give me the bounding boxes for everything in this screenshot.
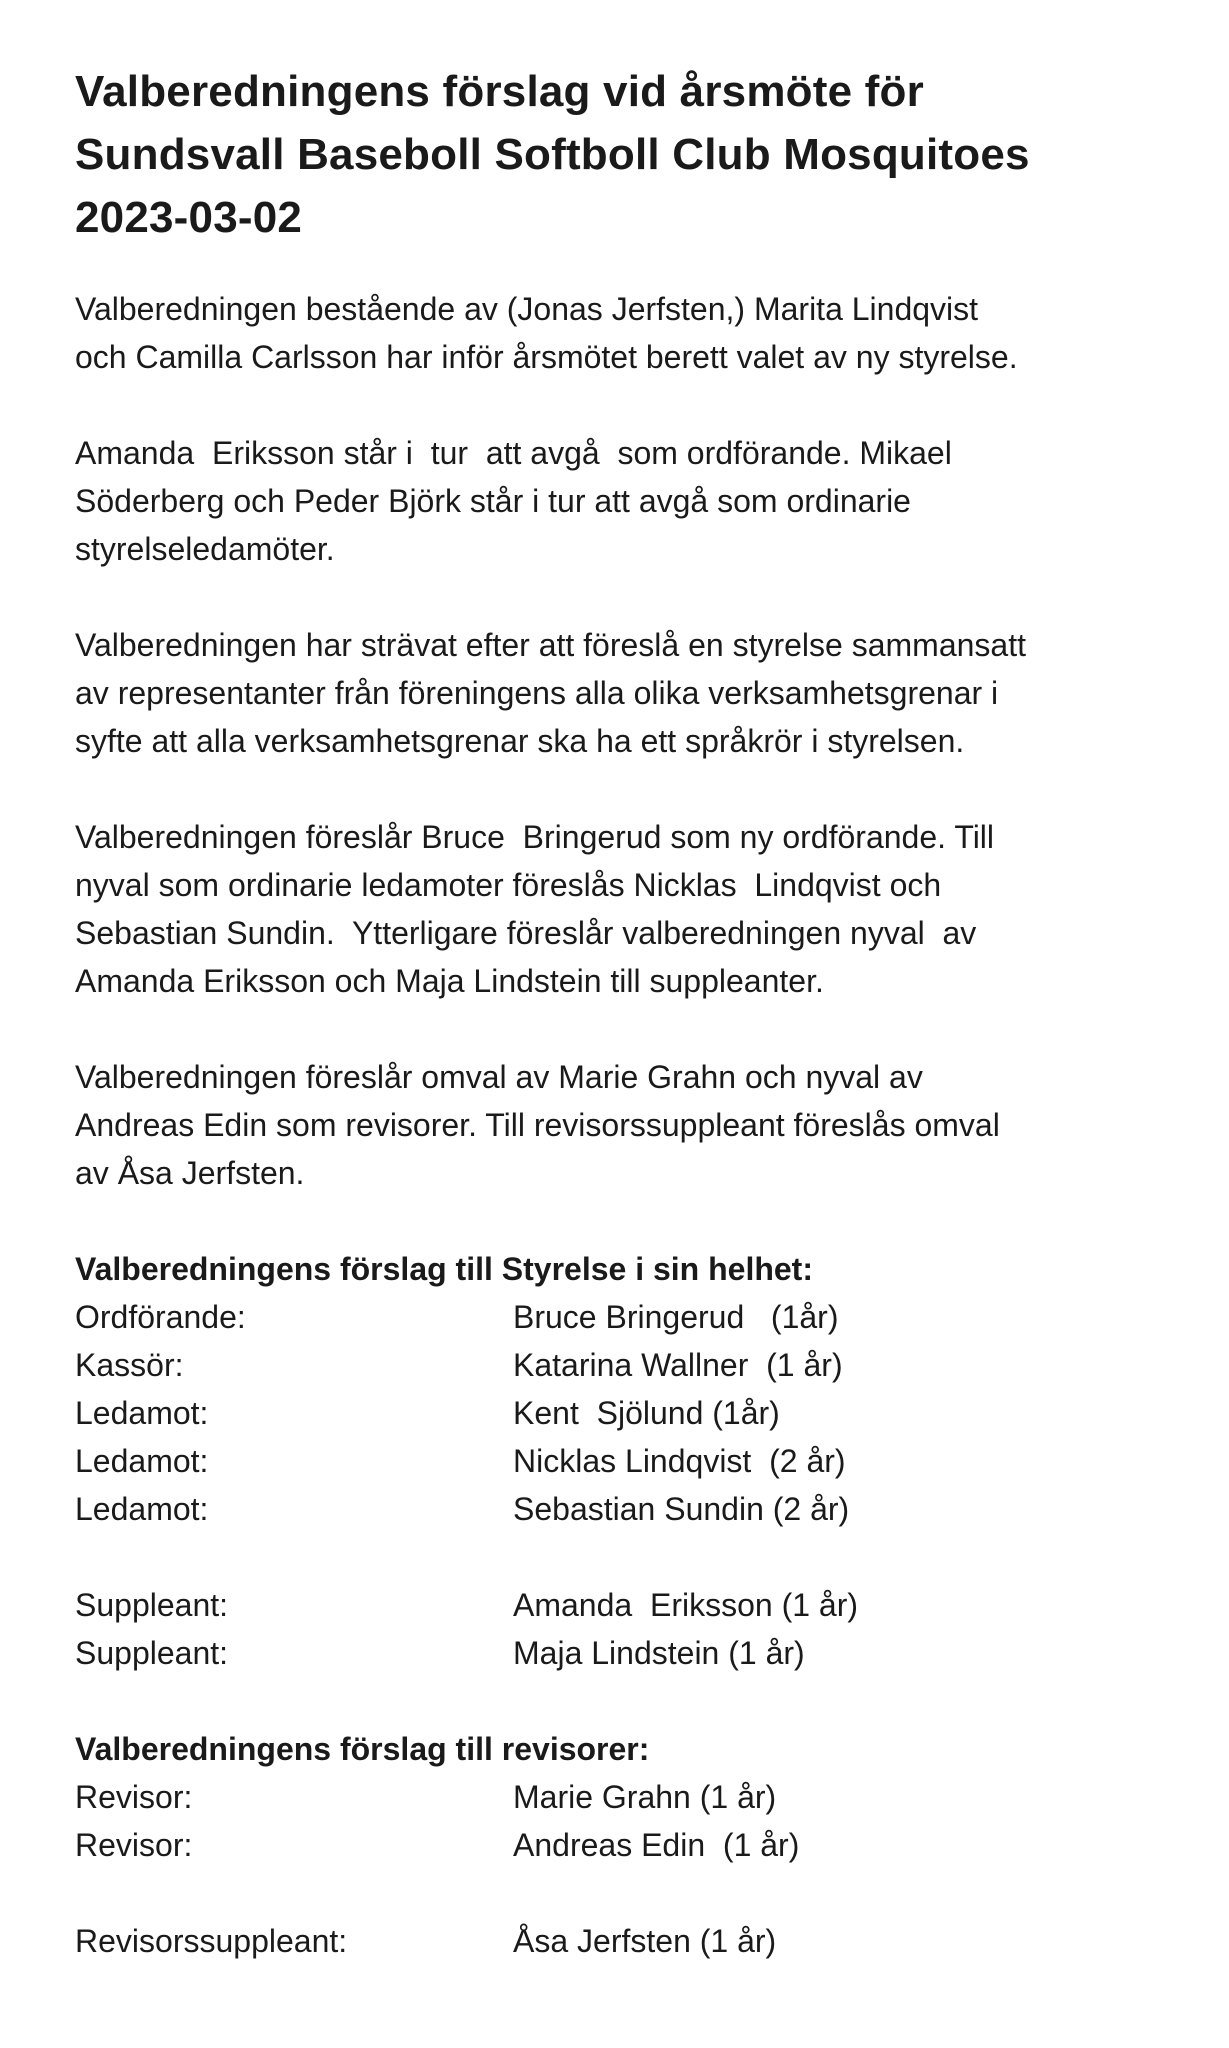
person-name: Kent Sjölund (1år) [513,1395,780,1431]
person-name: Katarina Wallner (1 år) [513,1347,843,1383]
role-label: Ledamot: [75,1443,209,1479]
paragraph-line: Sebastian Sundin. Ytterligare föreslår valberedningen nyval av [75,915,977,951]
role-label: Revisorssuppleant: [75,1923,348,1959]
paragraph-line: Valberedningen föreslår omval av Marie Grahn och nyval av [75,1059,923,1095]
person-name: Bruce Bringerud (1år) [513,1299,839,1335]
board-row [75,1389,1175,1437]
auditors-section [75,1725,1175,1965]
role-label: Suppleant: [75,1635,229,1671]
document-title [75,60,1175,249]
title-line: 2023-03-02 [75,193,303,242]
paragraph-line: Valberedningen har strävat efter att föreslå en styrelse sammansatt [75,627,1026,663]
paragraph-line: styrelseledamöter. [75,531,335,567]
person-name: Marie Grahn (1 år) [513,1779,777,1815]
person-name: Maja Lindstein (1 år) [513,1635,805,1671]
title-line: Sundsvall Baseboll Softboll Club Mosquitoes [75,130,1030,179]
auditors-heading: Valberedningens förslag till revisorer: [75,1731,650,1767]
person-name: Sebastian Sundin (2 år) [513,1491,850,1527]
title-line: Valberedningens förslag vid årsmöte för [75,67,924,116]
auditor-row [75,1773,1175,1821]
spacer [75,1677,1175,1725]
auditor-row [75,1821,1175,1869]
paragraph-line: Valberedningen föreslår Bruce Bringerud som ny ordförande. Till [75,819,995,855]
paragraph-line: Söderberg och Peder Björk står i tur att avgå som ordinarie [75,483,911,519]
paragraph-line: Amanda Eriksson och Maja Lindstein till suppleanter. [75,963,824,999]
substitute-row [75,1629,1175,1677]
role-label: Kassör: [75,1347,184,1383]
paragraph-line: av representanter från föreningens alla olika verksamhetsgrenar i [75,675,999,711]
paragraph-line: syfte att alla verksamhetsgrenar ska ha ett språkrör i styrelsen. [75,723,965,759]
auditor-substitute-row [75,1917,1175,1965]
paragraph-goal [75,621,1175,765]
paragraph-proposal-board [75,813,1175,1005]
person-name: Åsa Jerfsten (1 år) [513,1923,777,1959]
person-name: Andreas Edin (1 år) [513,1827,800,1863]
paragraph-line: Valberedningen bestående av (Jonas Jerfsten,) Marita Lindqvist [75,291,979,327]
board-row [75,1293,1175,1341]
role-label: Revisor: [75,1779,193,1815]
paragraph-line: Amanda Eriksson står i tur att avgå som ordförande. Mikael [75,435,952,471]
role-label: Suppleant: [75,1587,229,1623]
person-name: Amanda Eriksson (1 år) [513,1587,859,1623]
spacer [75,1869,1175,1917]
paragraph-proposal-auditors [75,1053,1175,1197]
paragraph-line: nyval som ordinarie ledamoter föreslås Nicklas Lindqvist och [75,867,942,903]
board-row [75,1485,1175,1533]
person-name: Nicklas Lindqvist (2 år) [513,1443,846,1479]
paragraph-resigning [75,429,1175,573]
role-label: Ledamot: [75,1491,209,1527]
board-row [75,1437,1175,1485]
board-row [75,1341,1175,1389]
role-label: Ledamot: [75,1395,209,1431]
paragraph-line: av Åsa Jerfsten. [75,1155,305,1191]
role-label: Ordförande: [75,1299,246,1335]
role-label: Revisor: [75,1827,193,1863]
paragraph-line: och Camilla Carlsson har inför årsmötet berett valet av ny styrelse. [75,339,1018,375]
substitute-row [75,1581,1175,1629]
paragraph-committee [75,285,1175,381]
paragraph-line: Andreas Edin som revisorer. Till revisorssuppleant föreslås omval [75,1107,1000,1143]
document-page [75,60,1175,1965]
board-heading: Valberedningens förslag till Styrelse i sin helhet: [75,1251,813,1287]
board-section [75,1245,1175,1677]
spacer [75,1533,1175,1581]
